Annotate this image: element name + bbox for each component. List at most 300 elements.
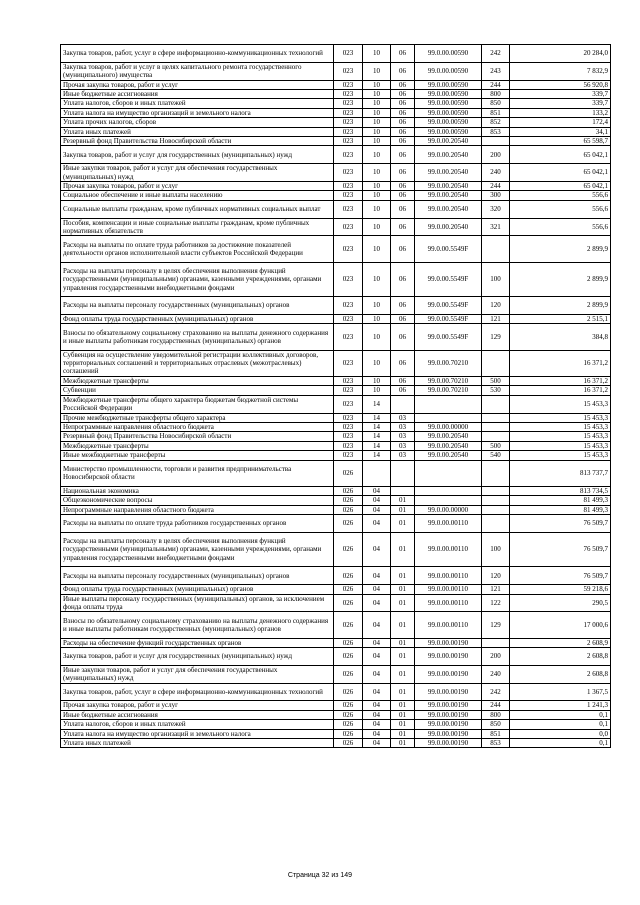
item-name-cell: Расходы на выплаты персоналу государственных (муниципальных) органов [61,297,334,315]
amount-cell: 813 734,5 [510,486,611,495]
ministry-code-cell: 023 [334,432,363,441]
section-code-cell: 10 [363,218,391,236]
table-row [61,45,611,63]
target-article-cell: 99.0.00.00110 [415,612,482,638]
amount-cell: 0,1 [510,710,611,719]
amount-cell: 81 499,3 [510,496,611,505]
target-article-cell: 99.0.00.00110 [415,532,482,567]
item-name-cell: Расходы на обеспечение функций государственных органов [61,638,334,647]
expense-type-cell: 244 [482,182,510,191]
section-code-cell: 10 [363,45,391,63]
expense-type-cell: 240 [482,665,510,683]
ministry-code-cell: 023 [334,146,363,164]
ministry-code-cell: 023 [334,191,363,200]
expense-type-cell: 800 [482,90,510,99]
item-name-cell: Закупка товаров, работ и услуг для государственных (муниципальных) нужд [61,146,334,164]
subsection-code-cell: 01 [391,729,415,738]
target-article-cell: 99.0.00.20540 [415,451,482,460]
table-row [61,665,611,683]
table-row [61,451,611,460]
expense-type-cell [482,496,510,505]
item-name-cell: Непрограммные направления областного бюджета [61,422,334,431]
expense-type-cell: 120 [482,567,510,585]
expense-type-cell [482,505,510,514]
amount-cell: 2 608,8 [510,647,611,665]
subsection-code-cell: 01 [391,720,415,729]
section-code-cell: 04 [363,729,391,738]
amount-cell: 15 453,3 [510,441,611,450]
expense-type-cell: 100 [482,262,510,297]
expense-type-cell [482,638,510,647]
ministry-code-cell: 026 [334,720,363,729]
item-name-cell: Иные межбюджетные трансферты [61,451,334,460]
table-row [61,710,611,719]
item-name-cell: Социальные выплаты гражданам, кроме публичных нормативных социальных выплат [61,200,334,218]
item-name-cell: Фонд оплаты труда государственных (муниципальных) органов [61,585,334,594]
section-code-cell: 04 [363,496,391,505]
amount-cell: 76 509,7 [510,532,611,567]
target-article-cell: 99.0.00.5549F [415,315,482,324]
ministry-code-cell: 026 [334,683,363,701]
section-code-cell: 04 [363,612,391,638]
table-row [61,127,611,136]
amount-cell: 0,1 [510,720,611,729]
ministry-code-cell: 026 [334,701,363,710]
target-article-cell: 99.0.00.00110 [415,567,482,585]
expense-type-cell: 851 [482,729,510,738]
item-name-cell: Расходы на выплаты по оплате труда работников за достижение показателей деятельности органов исполнительной власти субъектов Российской Федерации [61,236,334,262]
item-name-cell: Прочая закупка товаров, работ и услуг [61,182,334,191]
table-row [61,738,611,747]
amount-cell: 65 042,1 [510,182,611,191]
target-article-cell: 99.0.00.00190 [415,647,482,665]
ministry-code-cell: 023 [334,262,363,297]
table-row [61,441,611,450]
section-code-cell: 14 [363,432,391,441]
subsection-code-cell: 01 [391,496,415,505]
target-article-cell: 99.0.00.20540 [415,441,482,450]
table-row [61,567,611,585]
section-code-cell: 04 [363,720,391,729]
section-code-cell: 10 [363,108,391,117]
table-row [61,720,611,729]
section-code-cell: 10 [363,99,391,108]
subsection-code-cell: 01 [391,683,415,701]
amount-cell: 65 598,7 [510,137,611,146]
section-code-cell: 10 [363,164,391,182]
target-article-cell [415,486,482,495]
table-row [61,80,611,89]
item-name-cell: Уплата налогов, сборов и иных платежей [61,720,334,729]
amount-cell: 15 453,3 [510,451,611,460]
expense-type-cell: 200 [482,647,510,665]
subsection-code-cell: 01 [391,647,415,665]
subsection-code-cell: 06 [391,262,415,297]
target-article-cell: 99.0.00.00190 [415,738,482,747]
amount-cell: 813 737,7 [510,460,611,486]
ministry-code-cell: 023 [334,45,363,63]
target-article-cell: 99.0.00.00590 [415,108,482,117]
amount-cell: 0,1 [510,738,611,747]
ministry-code-cell: 023 [334,413,363,422]
subsection-code-cell: 06 [391,315,415,324]
section-code-cell: 14 [363,441,391,450]
item-name-cell: Межбюджетные трансферты [61,376,334,385]
section-code-cell: 10 [363,350,391,376]
amount-cell: 2 899,9 [510,236,611,262]
table-row [61,496,611,505]
section-code-cell: 04 [363,683,391,701]
expense-type-cell: 500 [482,376,510,385]
subsection-code-cell: 06 [391,218,415,236]
section-code-cell: 14 [363,422,391,431]
expense-type-cell: 240 [482,164,510,182]
amount-cell: 17 000,6 [510,612,611,638]
ministry-code-cell: 023 [334,108,363,117]
section-code-cell: 10 [363,80,391,89]
expense-type-cell: 120 [482,297,510,315]
target-article-cell: 99.0.00.00590 [415,62,482,80]
section-code-cell: 10 [363,118,391,127]
subsection-code-cell: 01 [391,514,415,532]
expense-type-cell: 129 [482,324,510,350]
table-row [61,236,611,262]
expense-type-cell [482,432,510,441]
table-row [61,486,611,495]
amount-cell: 2 899,9 [510,262,611,297]
ministry-code-cell: 026 [334,567,363,585]
ministry-code-cell: 023 [334,137,363,146]
subsection-code-cell: 06 [391,236,415,262]
subsection-code-cell: 01 [391,701,415,710]
section-code-cell: 10 [363,376,391,385]
expense-type-cell: 244 [482,701,510,710]
ministry-code-cell: 026 [334,665,363,683]
target-article-cell: 99.0.00.00190 [415,683,482,701]
section-code-cell: 04 [363,567,391,585]
expense-type-cell: 853 [482,127,510,136]
table-row [61,182,611,191]
expense-type-cell: 122 [482,594,510,612]
item-name-cell: Национальная экономика [61,486,334,495]
table-row [61,164,611,182]
expense-type-cell: 244 [482,80,510,89]
section-code-cell: 04 [363,701,391,710]
expense-type-cell: 852 [482,118,510,127]
ministry-code-cell: 023 [334,451,363,460]
table-row [61,585,611,594]
subsection-code-cell [391,395,415,413]
subsection-code-cell: 06 [391,118,415,127]
target-article-cell: 99.0.00.00110 [415,585,482,594]
expense-type-cell [482,137,510,146]
item-name-cell: Уплата налогов, сборов и иных платежей [61,99,334,108]
table-row [61,62,611,80]
table-row [61,532,611,567]
item-name-cell: Уплата иных платежей [61,738,334,747]
item-name-cell: Уплата иных платежей [61,127,334,136]
expense-type-cell [482,350,510,376]
subsection-code-cell: 01 [391,612,415,638]
expense-type-cell [482,422,510,431]
item-name-cell: Иные закупки товаров, работ и услуг для обеспечения государственных (муниципальных) нужд [61,665,334,683]
target-article-cell: 99.0.00.00190 [415,720,482,729]
table-row [61,146,611,164]
target-article-cell: 99.0.00.00000 [415,505,482,514]
section-code-cell: 04 [363,665,391,683]
item-name-cell: Уплата налога на имущество организаций и земельного налога [61,108,334,117]
target-article-cell [415,413,482,422]
expense-type-cell: 121 [482,585,510,594]
subsection-code-cell: 06 [391,137,415,146]
subsection-code-cell: 06 [391,108,415,117]
target-article-cell: 99.0.00.00590 [415,80,482,89]
item-name-cell: Расходы на выплаты по оплате труда работников государственных органов [61,514,334,532]
item-name-cell: Пособия, компенсации и иные социальные выплаты гражданам, кроме публичных нормативных обязательств [61,218,334,236]
expense-type-cell: 242 [482,683,510,701]
table-row [61,729,611,738]
table-row [61,297,611,315]
section-code-cell: 04 [363,505,391,514]
expense-type-cell: 242 [482,45,510,63]
table-row [61,200,611,218]
section-code-cell: 10 [363,315,391,324]
table-row [61,90,611,99]
expense-type-cell: 321 [482,218,510,236]
target-article-cell: 99.0.00.00590 [415,118,482,127]
expense-type-cell: 243 [482,62,510,80]
section-code-cell: 10 [363,191,391,200]
ministry-code-cell: 023 [334,441,363,450]
expense-type-cell [482,460,510,486]
ministry-code-cell: 023 [334,386,363,395]
table-row [61,701,611,710]
amount-cell: 2 608,8 [510,665,611,683]
amount-cell: 76 509,7 [510,567,611,585]
subsection-code-cell: 06 [391,127,415,136]
ministry-code-cell: 026 [334,496,363,505]
item-name-cell: Расходы на выплаты персоналу государственных (муниципальных) органов [61,567,334,585]
subsection-code-cell: 01 [391,567,415,585]
item-name-cell: Резервный фонд Правительства Новосибирской области [61,432,334,441]
item-name-cell: Межбюджетные трансферты общего характера бюджетам бюджетной системы Российской Федерации [61,395,334,413]
subsection-code-cell: 06 [391,376,415,385]
item-name-cell: Резервный фонд Правительства Новосибирской области [61,137,334,146]
ministry-code-cell: 026 [334,612,363,638]
expense-type-cell: 200 [482,146,510,164]
table-row [61,514,611,532]
item-name-cell: Расходы на выплаты персоналу в целях обеспечения выполнения функций государственными (муниципальными) органами, казенными учреждениями, органами управления государственными внебюджетными фондами [61,262,334,297]
section-code-cell: 10 [363,236,391,262]
section-code-cell: 04 [363,532,391,567]
amount-cell: 384,8 [510,324,611,350]
subsection-code-cell: 03 [391,451,415,460]
amount-cell: 56 920,8 [510,80,611,89]
ministry-code-cell: 023 [334,182,363,191]
amount-cell: 20 284,0 [510,45,611,63]
item-name-cell: Расходы на выплаты персоналу в целях обеспечения выполнения функций государственными (муниципальными) органами, казенными учреждениями, органами управления государственными внебюджетными фондами [61,532,334,567]
amount-cell: 34,1 [510,127,611,136]
target-article-cell: 99.0.00.00590 [415,90,482,99]
item-name-cell: Закупка товаров, работ, услуг в сфере информационно-коммуникационных технологий [61,683,334,701]
target-article-cell: 99.0.00.00590 [415,45,482,63]
target-article-cell: 99.0.00.20540 [415,146,482,164]
item-name-cell: Непрограммные направления областного бюджета [61,505,334,514]
target-article-cell: 99.0.00.5549F [415,236,482,262]
section-code-cell: 04 [363,638,391,647]
section-code-cell: 14 [363,413,391,422]
item-name-cell: Межбюджетные трансферты [61,441,334,450]
table-row [61,99,611,108]
item-name-cell: Закупка товаров, работ и услуг для государственных (муниципальных) нужд [61,647,334,665]
ministry-code-cell: 023 [334,164,363,182]
amount-cell: 2 899,9 [510,297,611,315]
section-code-cell: 04 [363,486,391,495]
expense-type-cell: 300 [482,191,510,200]
amount-cell: 2 608,9 [510,638,611,647]
ministry-code-cell: 023 [334,99,363,108]
section-code-cell: 10 [363,127,391,136]
item-name-cell: Субвенции [61,386,334,395]
item-name-cell: Фонд оплаты труда государственных (муниципальных) органов [61,315,334,324]
table-row [61,413,611,422]
section-code-cell: 04 [363,738,391,747]
table-row [61,118,611,127]
amount-cell: 15 453,3 [510,395,611,413]
ministry-code-cell: 023 [334,422,363,431]
expense-type-cell [482,514,510,532]
target-article-cell: 99.0.00.00190 [415,638,482,647]
target-article-cell [415,395,482,413]
item-name-cell: Иные закупки товаров, работ и услуг для обеспечения государственных (муниципальных) нужд [61,164,334,182]
amount-cell: 556,6 [510,191,611,200]
subsection-code-cell: 06 [391,146,415,164]
subsection-code-cell: 01 [391,638,415,647]
item-name-cell: Взносы по обязательному социальному страхованию на выплаты денежного содержания и иные выплаты работникам государственных (муниципальных) органов [61,324,334,350]
target-article-cell: 99.0.00.20540 [415,164,482,182]
subsection-code-cell: 03 [391,422,415,431]
expense-type-cell: 800 [482,710,510,719]
subsection-code-cell: 06 [391,350,415,376]
section-code-cell: 04 [363,514,391,532]
section-code-cell [363,460,391,486]
item-name-cell: Прочая закупка товаров, работ и услуг [61,701,334,710]
target-article-cell: 99.0.00.00590 [415,127,482,136]
target-article-cell: 99.0.00.20540 [415,137,482,146]
expense-type-cell: 530 [482,386,510,395]
subsection-code-cell: 01 [391,594,415,612]
expense-type-cell [482,486,510,495]
table-row [61,683,611,701]
subsection-code-cell: 06 [391,191,415,200]
amount-cell: 556,6 [510,200,611,218]
ministry-code-cell: 026 [334,710,363,719]
subsection-code-cell: 06 [391,182,415,191]
section-code-cell: 10 [363,146,391,164]
item-name-cell: Субвенция на осуществление уведомительной регистрации коллективных договоров, территориальных соглашений и территориальных отраслевых (межотраслевых) соглашений [61,350,334,376]
target-article-cell: 99.0.00.70210 [415,350,482,376]
subsection-code-cell [391,486,415,495]
ministry-code-cell: 023 [334,236,363,262]
table-row [61,422,611,431]
subsection-code-cell: 01 [391,505,415,514]
target-article-cell: 99.0.00.20540 [415,218,482,236]
subsection-code-cell: 01 [391,532,415,567]
target-article-cell: 99.0.00.5549F [415,262,482,297]
ministry-code-cell: 026 [334,647,363,665]
amount-cell: 290,5 [510,594,611,612]
target-article-cell: 99.0.00.5549F [415,297,482,315]
subsection-code-cell: 03 [391,441,415,450]
target-article-cell: 99.0.00.00590 [415,99,482,108]
amount-cell: 15 453,3 [510,422,611,431]
ministry-code-cell: 026 [334,460,363,486]
section-code-cell: 10 [363,297,391,315]
expense-type-cell [482,395,510,413]
section-code-cell: 10 [363,137,391,146]
target-article-cell [415,460,482,486]
table-row [61,647,611,665]
ministry-code-cell: 026 [334,514,363,532]
ministry-code-cell: 026 [334,532,363,567]
target-article-cell: 99.0.00.00190 [415,729,482,738]
expense-type-cell: 850 [482,720,510,729]
ministry-code-cell: 023 [334,395,363,413]
subsection-code-cell: 06 [391,324,415,350]
table-body [61,45,611,748]
table-row [61,350,611,376]
item-name-cell: Прочая закупка товаров, работ и услуг [61,80,334,89]
table-row [61,395,611,413]
item-name-cell: Общеэкономические вопросы [61,496,334,505]
amount-cell: 7 832,9 [510,62,611,80]
subsection-code-cell: 06 [391,90,415,99]
expense-type-cell: 121 [482,315,510,324]
amount-cell: 16 371,2 [510,386,611,395]
table-row [61,386,611,395]
target-article-cell: 99.0.00.00190 [415,710,482,719]
ministry-code-cell: 023 [334,324,363,350]
table-row [61,376,611,385]
target-article-cell [415,496,482,505]
amount-cell: 59 218,6 [510,585,611,594]
amount-cell: 133,2 [510,108,611,117]
page-number-footer: Страница 32 из 149 [287,872,353,879]
section-code-cell: 10 [363,90,391,99]
subsection-code-cell: 01 [391,710,415,719]
amount-cell: 76 509,7 [510,514,611,532]
target-article-cell: 99.0.00.00190 [415,701,482,710]
target-article-cell: 99.0.00.20540 [415,182,482,191]
expense-type-cell [482,236,510,262]
expense-type-cell [482,413,510,422]
amount-cell: 1 367,5 [510,683,611,701]
item-name-cell: Закупка товаров, работ и услуг в целях капитального ремонта государственного (муниципального) имущества [61,62,334,80]
subsection-code-cell: 06 [391,62,415,80]
target-article-cell: 99.0.00.00190 [415,665,482,683]
expense-type-cell: 851 [482,108,510,117]
target-article-cell: 99.0.00.00000 [415,422,482,431]
item-name-cell: Иные выплаты персоналу государственных (муниципальных) органов, за исключением фонда оплаты труда [61,594,334,612]
expense-type-cell: 129 [482,612,510,638]
ministry-code-cell: 023 [334,127,363,136]
ministry-code-cell: 026 [334,638,363,647]
ministry-code-cell: 023 [334,62,363,80]
subsection-code-cell: 03 [391,432,415,441]
section-code-cell: 10 [363,262,391,297]
subsection-code-cell: 06 [391,45,415,63]
ministry-code-cell: 023 [334,350,363,376]
